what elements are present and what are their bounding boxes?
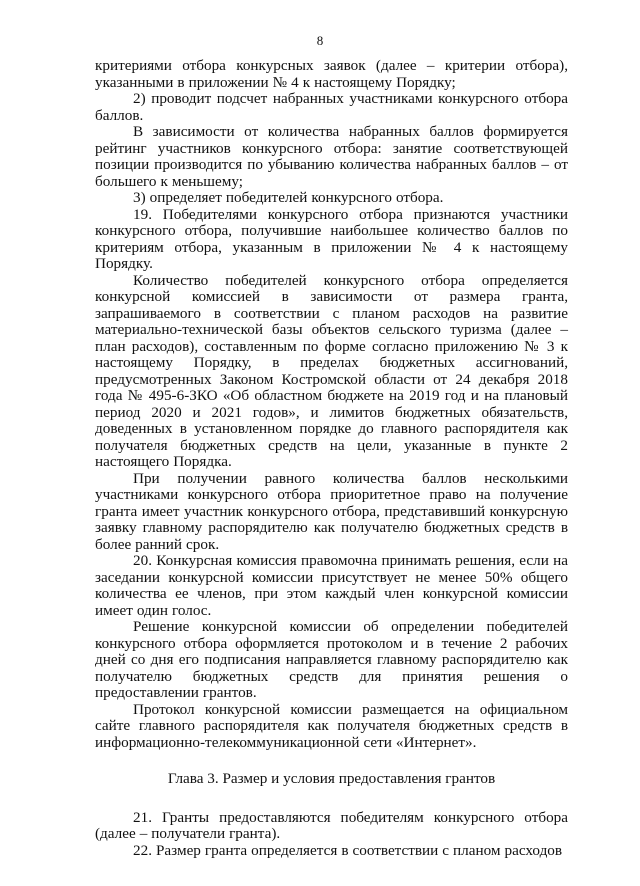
paragraph-clause-22: 22. Размер гранта определяется в соответствии с планом расходов xyxy=(133,841,563,859)
paragraph-clause-21: 21. Гранты предоставляются победителям конкурсного отбора (далее – получатели гранта). xyxy=(95,808,568,842)
paragraph-rating-formation: В зависимости от количества набранных баллов формируется рейтинг участников конкурсного отбора: занятие соответствующей позиции производится по убыванию количества набранных баллов – от большего к меньшему; xyxy=(95,123,568,190)
paragraph-clause-19: 19. Победителями конкурсного отбора признаются участники конкурсного отбора, получившие наибольшее количество баллов по критериям отбора, указанным в приложении № 4 к настоящему Порядку. xyxy=(95,205,568,272)
page-number: 8 xyxy=(316,33,324,48)
paragraph-clause-20: 20. Конкурсная комиссия правомочна принимать решения, если на заседании конкурсной комиссии присутствует не менее 50% общего количества ее членов, при этом каждый член конкурсной комиссии имеет один голос. xyxy=(95,552,568,619)
paragraph-protocol-publication: Протокол конкурсной комиссии размещается на официальном сайте главного распорядителя как получателя бюджетных средств в информационно-телекоммуникационной сети «Интернет». xyxy=(95,700,568,751)
paragraph-commission-decision: Решение конкурсной комиссии об определении победителей конкурсного отбора оформляется протоколом и в течение 2 рабочих дней со дня его подписания направляется главному распорядителю как получателю бюджетных средств для принятия решения о предоставлении грантов. xyxy=(95,618,568,701)
paragraph-equal-scores: При получении равного количества баллов несколькими участниками конкурсного отбора приоритетное право на получение гранта имеет участник конкурсного отбора, представивший конкурсную заявку главному распорядителю как получателю бюджетных средств в более ранний срок. xyxy=(95,469,568,553)
paragraph-item-2-score-count: 2) проводит подсчет набранных участниками конкурсного отбора баллов. xyxy=(95,90,568,124)
chapter-heading: Глава 3. Размер и условия предоставления грантов xyxy=(167,770,496,787)
paragraph-item-3-winners: 3) определяет победителей конкурсного отбора. xyxy=(133,189,444,206)
paragraph-winners-count: Количество победителей конкурсного отбора определяется конкурсной комиссией в зависимости от размера гранта, запрашиваемого в соответствии с планом расходов на развитие материально-технической базы объектов сельского туризма (далее – план расходов), составленным по форме согласно приложению № 3 к настоящему Порядку, в пределах бюджетных ассигнований, предусмотренных Законом Костромской области от 24 декабря 2018 года № 495-6-ЗКО «Об областном бюджете на 2019 год и на плановый период 2020 и 2021 годов», и лимитов бюджетных обязательств, доведенных в установленном порядке до главного распорядителя как получателя бюджетных средств на цели, указанные в пункте 2 настоящего Порядка. xyxy=(95,271,568,470)
paragraph-criteria-continuation: критериями отбора конкурсных заявок (далее – критерии отбора), указанными в приложении № 4 к настоящему Порядку; xyxy=(95,57,568,91)
document-body xyxy=(95,58,568,859)
